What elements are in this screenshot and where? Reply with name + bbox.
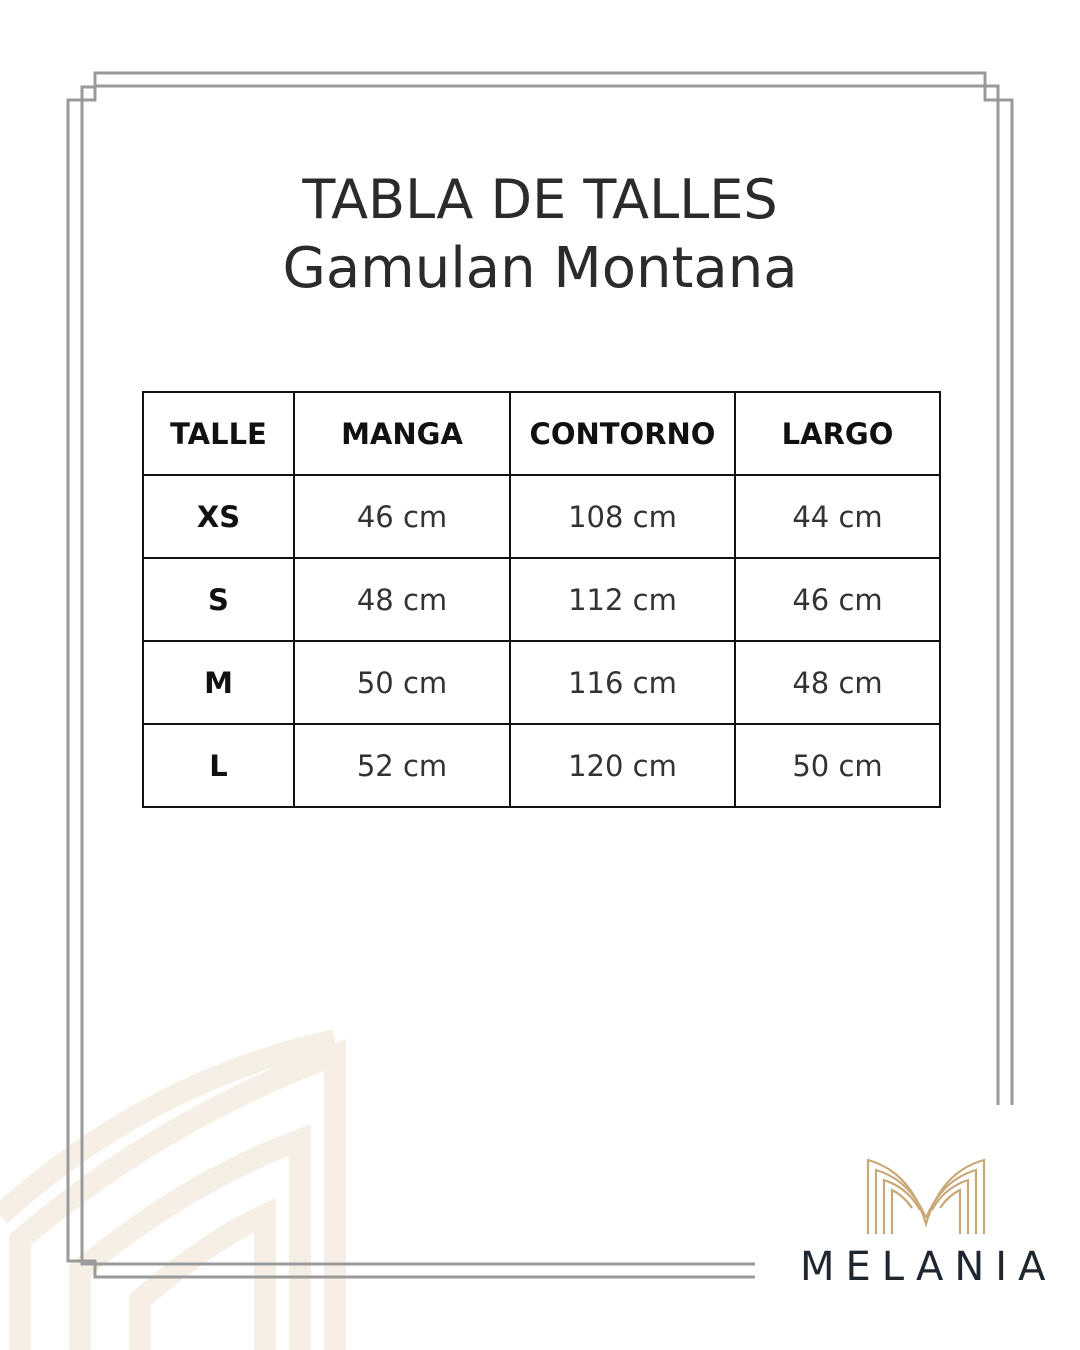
size-cell: M [143, 641, 294, 724]
manga-cell: 50 cm [294, 641, 510, 724]
column-header-largo: LARGO [735, 392, 940, 475]
table-header-row [143, 392, 940, 475]
column-header-talle: TALLE [143, 392, 294, 475]
column-header-contorno: CONTORNO [510, 392, 735, 475]
brand-logo [800, 1158, 1057, 1298]
manga-cell: 48 cm [294, 558, 510, 641]
page-subtitle: Gamulan Montana [282, 236, 798, 301]
contorno-cell: 120 cm [510, 724, 735, 807]
largo-cell: 48 cm [735, 641, 940, 724]
size-cell: S [143, 558, 294, 641]
page-title: TABLA DE TALLES [302, 168, 778, 231]
table-row [143, 641, 940, 724]
size-cell: L [143, 724, 294, 807]
contorno-cell: 112 cm [510, 558, 735, 641]
melania-m-logo-icon [866, 1158, 986, 1234]
column-header-manga: MANGA [294, 392, 510, 475]
largo-cell: 46 cm [735, 558, 940, 641]
brand-name: MELANIA [800, 1244, 1057, 1290]
table-row [143, 558, 940, 641]
manga-cell: 52 cm [294, 724, 510, 807]
largo-cell: 44 cm [735, 475, 940, 558]
size-cell: XS [143, 475, 294, 558]
largo-cell: 50 cm [735, 724, 940, 807]
contorno-cell: 116 cm [510, 641, 735, 724]
table-row [143, 724, 940, 807]
contorno-cell: 108 cm [510, 475, 735, 558]
size-chart-table [142, 391, 941, 808]
manga-cell: 46 cm [294, 475, 510, 558]
table-row [143, 475, 940, 558]
